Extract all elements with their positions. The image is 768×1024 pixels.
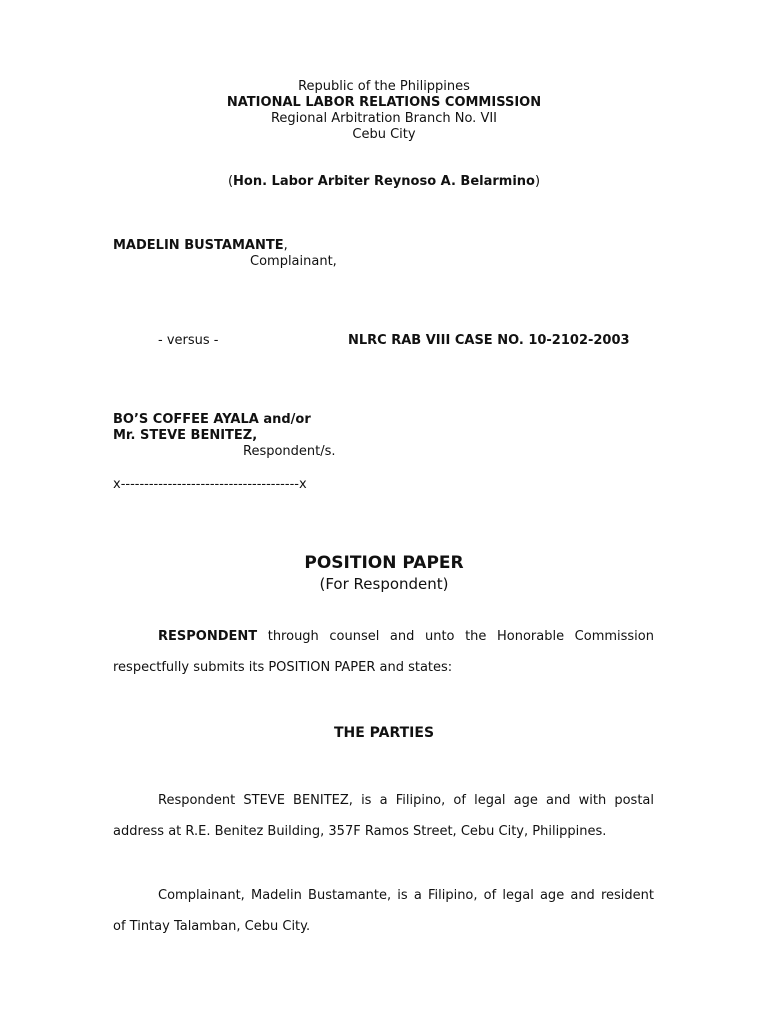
- arbiter-line: [0, 174, 768, 190]
- parties-p1-line-1: [113, 785, 654, 816]
- intro-paragraph: [113, 621, 654, 683]
- arbiter-open-paren: (: [227, 174, 234, 189]
- complainant-name-line: [113, 238, 288, 254]
- parties-paragraph-1: [113, 785, 654, 847]
- parties-p2-line-2: of Tintay Talamban, Cebu City.: [113, 919, 311, 934]
- versus-label: - versus -: [158, 333, 219, 348]
- header-commission: NATIONAL LABOR RELATIONS COMMISSION: [226, 95, 542, 110]
- header-republic: Republic of the Philippines: [298, 79, 470, 94]
- document-subtitle: (For Respondent): [319, 575, 449, 593]
- header-branch: Regional Arbitration Branch No. VII: [270, 111, 498, 126]
- parties-p1-line-2: address at R.E. Benitez Building, 357F Ramos Street, Cebu City, Philippines.: [113, 824, 607, 839]
- section-heading-parties: THE PARTIES: [333, 725, 435, 741]
- complainant-name-suffix: ,: [283, 238, 288, 253]
- parties-p2-line-1: [113, 880, 654, 911]
- arbiter-name: Hon. Labor Arbiter Reynoso A. Belarmino: [233, 174, 535, 189]
- parties-paragraph-2: [113, 880, 654, 942]
- case-number: NLRC RAB VIII CASE NO. 10-2102-2003: [348, 333, 630, 348]
- respondent-name-1: BO’S COFFEE AYALA and/or: [113, 412, 311, 427]
- intro-line-1: [113, 621, 654, 652]
- header-city: Cebu City: [352, 127, 416, 142]
- intro-line-2: respectfully submits its POSITION PAPER and states:: [113, 660, 453, 675]
- respondent-role: Respondent/s.: [243, 444, 336, 459]
- parties-p2-line-1-text: Complainant, Madelin Bustamante, is a Filipino, of legal age and resident: [158, 888, 654, 903]
- arbiter-close-paren: ): [534, 174, 541, 189]
- intro-line-1-text: through counsel and unto the Honorable Commission: [257, 629, 654, 644]
- document-title: POSITION PAPER: [304, 553, 464, 573]
- parties-p1-line-1-text: Respondent STEVE BENITEZ, is a Filipino, of legal age and with postal: [158, 793, 654, 808]
- complainant-role: Complainant,: [250, 254, 337, 269]
- caption-separator: x--------------------------------------x: [113, 477, 307, 492]
- respondent-name-2: Mr. STEVE BENITEZ,: [113, 428, 258, 443]
- complainant-name: MADELIN BUSTAMANTE: [113, 238, 284, 253]
- intro-lead: RESPONDENT: [158, 629, 258, 644]
